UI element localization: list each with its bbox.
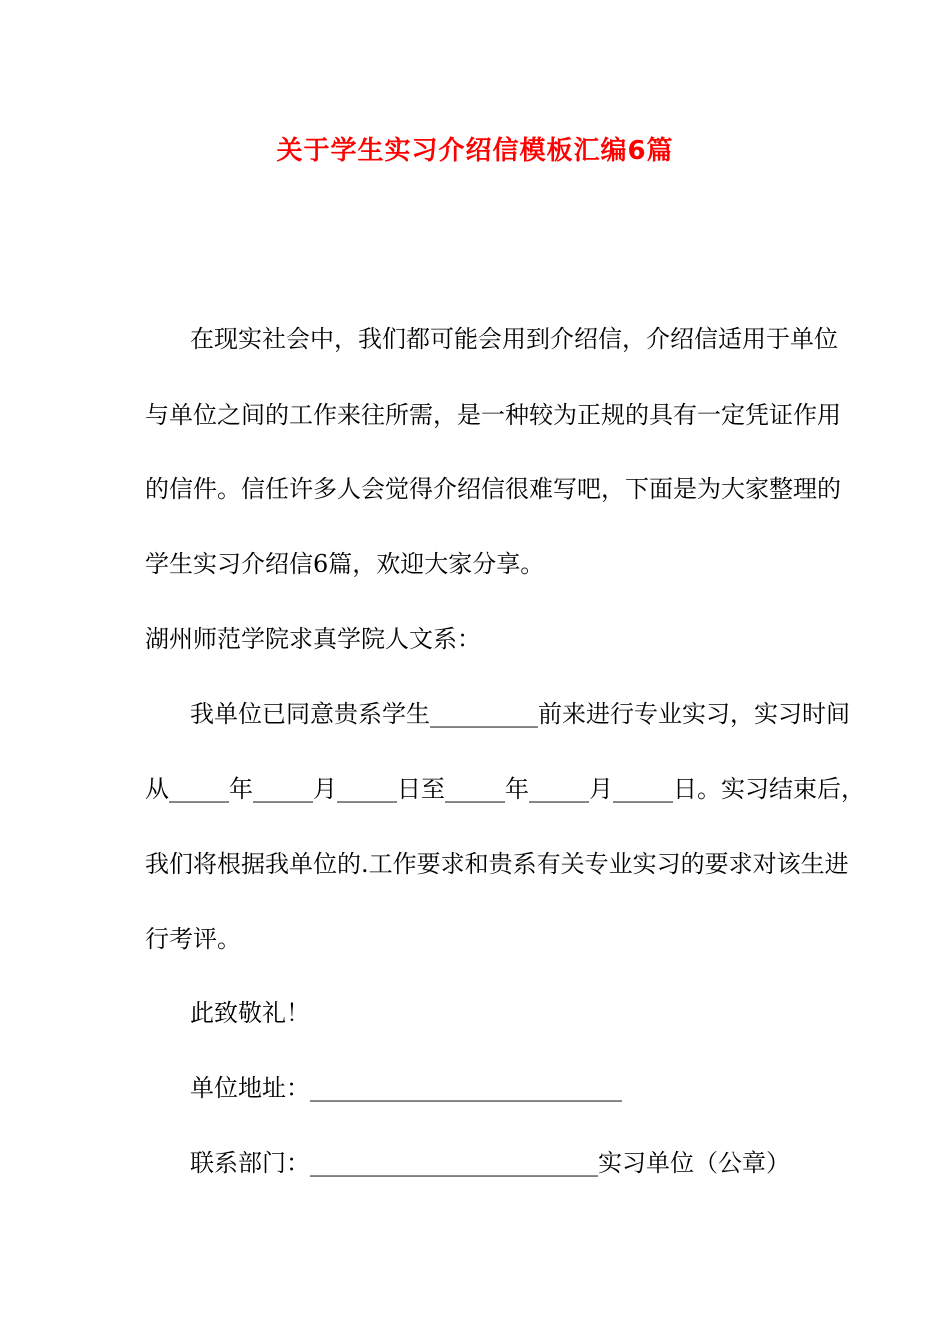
intro-line-3: 的信件。信任许多人会觉得介绍信很难写吧，下面是为大家整理的 bbox=[145, 475, 841, 503]
body-line-3: 我们将根据我单位的.工作要求和贵系有关专业实习的要求对该生进 bbox=[145, 850, 849, 878]
document-title: 关于学生实习介绍信模板汇编6篇 bbox=[276, 136, 674, 166]
contact-line: 联系部门：________________________实习单位（公章） bbox=[190, 1149, 790, 1177]
salutation: 湖州师范学院求真学院人文系： bbox=[145, 625, 481, 653]
body-line-1: 我单位已同意贵系学生_________前来进行专业实习，实习时间 bbox=[190, 700, 850, 728]
closing-line: 此致敬礼！ bbox=[190, 999, 310, 1027]
intro-line-4: 学生实习介绍信6篇，欢迎大家分享。 bbox=[145, 550, 545, 578]
intro-line-2: 与单位之间的工作来往所需，是一种较为正规的具有一定凭证作用 bbox=[145, 401, 841, 429]
body-line-2: 从_____年_____月_____日至_____年_____月_____日。实习结束后， bbox=[145, 775, 865, 803]
body-line-4: 行考评。 bbox=[145, 925, 241, 953]
address-line: 单位地址：__________________________ bbox=[190, 1074, 622, 1102]
intro-line-1: 在现实社会中，我们都可能会用到介绍信，介绍信适用于单位 bbox=[190, 325, 838, 353]
